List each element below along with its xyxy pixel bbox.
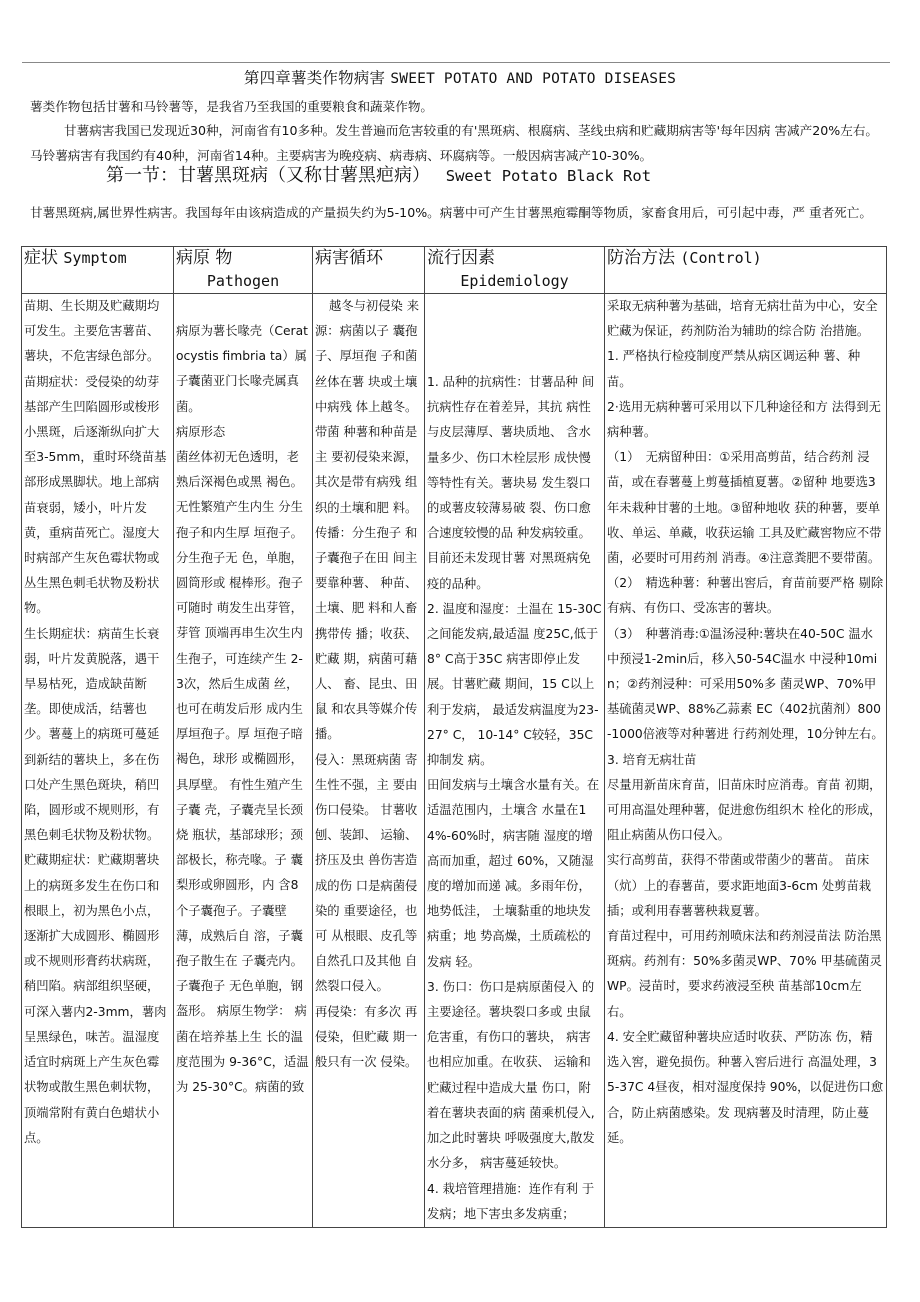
chapter-title (0, 66, 920, 88)
symptom-para: 苗期症状：受侵染的幼芽基部产生凹陷圆形或梭形小黑斑，后逐渐纵向扩大至3-5mm，重时环绕苗基部形成黑脚状。地上部病苗衰弱，矮小，叶片发黄，重病苗死亡。湿度大时病部产生灰色霉状物或丛生黑色刺毛状物及粉状物。 (24, 374, 167, 616)
symptom-para: 贮藏期症状：贮藏期薯块上的病斑多发生在伤口和根眼上，初为黑色小点，逐渐扩大成圆形、椭圆形或不规则形膏药状病斑，稍凹陷。病部组织坚硬，可深入薯内2-3mm，薯肉呈黑绿色，味苦。温湿度适宜时病斑上产生灰色霉状物或散生黑色刺状物，顶端常附有黄白色蜡状小点。 (24, 853, 167, 1145)
header-cycle-cn: 病害循环 (315, 248, 383, 268)
cycle-para: 传播：分生孢子 和子囊孢子在田 间主要靠种薯、 种苗、土壤、肥 料和人畜携带传 播；收获、贮藏 期，病菌可藉人、 畜、昆虫、田鼠 和农具等媒介传 播。 (315, 525, 418, 742)
control-para: 育苗过程中，可用药剂喷床法和药剂浸苗法 防治黑斑病。药剂有：50%多菌灵WP、70% 甲基硫菌灵WP。浸苗时，要求药液浸至秧 苗基部10cm左右。 (607, 929, 882, 1019)
header-pathogen-cn: 病原 物 (176, 248, 233, 268)
epi-para: 田间发病与土壤含水量有关。在适温范围内，土壤含 水量在14%-60%时，病害随 湿度的增高而加重，超过 60%，又随湿度的增加而递 减。多雨年份，地势低洼， 土壤黏重的地块发病重；地 势高燥，土质疏松的发病 轻。 (427, 778, 600, 969)
control-para: 4. 安全贮藏留种薯块应适时收获、严防冻 伤，精选入窖，避免损伤。种薯入窖后进行 高温处理，35-37C 4昼夜，相对湿度保持 90%，以促进伤口愈合，防止病菌感染。发 现病薯及时清理，防止蔓延。 (607, 1029, 884, 1145)
control-para: 3. 培育无病壮苗 (607, 752, 697, 767)
header-control (605, 247, 887, 294)
pathogen-para: 病原为薯长喙壳（Ceratocystis fimbria ta）属子囊菌亚门长喙壳属真菌。 (176, 324, 308, 414)
header-control-en: (Control) (680, 249, 762, 267)
spacer (427, 294, 602, 370)
symptom-para: 苗期、生长期及贮藏期均可发生。主要危害薯苗、薯块，不危害绿色部分。 (24, 299, 160, 364)
header-pathogen (174, 247, 313, 294)
epi-para: 4. 栽培管理措施：连作有利 于发病；地下害虫多发病重； (427, 1181, 595, 1221)
chapter-title-cn: 第四章薯类作物病害 (243, 69, 386, 87)
spacer (176, 294, 310, 319)
cycle-para: 再侵染：有多次 再侵染，但贮藏 期一般只有一次 侵染。 (315, 1004, 418, 1070)
control-para: 2·选用无病种薯可采用以下几种途径和方 法得到无病种薯。 (607, 399, 881, 440)
section-title-cn: 第一节：甘薯黑斑病（又称甘薯黑疤病） (106, 165, 430, 186)
pathogen-para: 无性繁殖产生内生 分生孢子和内生厚 垣孢子。分生孢子无 色，单胞，圆筒形或 棍棒形。孢子可随时 萌发生出芽管，芽管 顶端再串生次生内 生孢子，可连续产生 2-3次，然后生成菌 丝，也可在萌发后形 成内生厚垣孢子。厚 垣孢子暗褐色，球形 或椭圆形，具厚壁。 有性生殖产生子囊 壳，子囊壳呈长颈烧 瓶状，基部球形；颈 部极长，称壳喙。子 囊梨形或卵圆形，内 含8个子囊孢子。子囊壁薄，成熟后自 溶，子囊孢子散生在 子囊壳内。子囊孢子 无色单胞，钢盔形。 病原生物学： 病菌在培养基上生 长的温度范围为 9-36°C，适温为 25-30°C。病菌的致 (176, 500, 309, 1095)
pathogen-para: 病原形态 (176, 424, 226, 439)
epi-para: 2. 温度和湿度：土温在 15-30C之间能发病,最适温 度25C,低于8° C高于35C 病害即停止发展。甘薯贮藏 期间，15 C以上利于发病， 最适发病温度为23-27° C， 10-14° C较轻，35C抑制发 病。 (427, 601, 602, 768)
cycle-cell (313, 294, 425, 1228)
epidemiology-cell (425, 294, 605, 1228)
header-epi-en: Epidemiology (460, 272, 569, 290)
intro-paragraph-1: 薯类作物包括甘薯和马铃薯等，是我省乃至我国的重要粮食和蔬菜作物。 (30, 99, 433, 114)
header-pathogen-en: Pathogen (206, 272, 280, 290)
table-row (22, 294, 887, 1228)
pathogen-cell (174, 294, 313, 1228)
table-header-row (22, 247, 887, 294)
header-epidemiology (425, 247, 605, 294)
header-epi-cn: 流行因素 (427, 248, 495, 268)
control-para: 采取无病种薯为基础，培育无病壮苗为中心，安全贮藏为保证，药剂防治为辅助的综合防 治措施。 (607, 299, 878, 339)
control-para: （3） 种薯消毒:①温汤浸种:薯块在40-50C 温水中预浸1-2min后，移入50-54C温水 中浸种10min；②药剂浸种：可采用50%多 菌灵WP、70%甲基硫菌灵WP、88%乙蒜素 EC（402抗菌剂）800-1000倍液等对种薯进 行药剂处理，10分钟左右。 (607, 626, 884, 742)
cycle-para: 侵入：黑斑病菌 寄生性不强，主 要由伤口侵染。 甘薯收刨、装卸、 运输、挤压及虫 兽伤害造成的伤 口是病菌侵染的 重要途径，也可 从根眼、皮孔等 自然孔口及其他 自然裂口侵入。 (315, 752, 418, 994)
header-symptom-cn: 症状 (24, 248, 58, 268)
chapter-title-en: SWEET POTATO AND POTATO DISEASES (390, 71, 677, 87)
control-para: 实行高剪苗，获得不带菌或带菌少的薯苗。 苗床（炕）上的春薯苗，要求距地面3-6cm 处剪苗栽插；或利用春薯薯秧栽夏薯。 (607, 853, 872, 918)
section-intro: 甘薯黑斑病,属世界性病害。我国每年由该病造成的产量损失约为5-10%。病薯中可产生甘薯黑疱霉酮等物质，家畜食用后，可引起中毒，严 重者死亡。 (30, 205, 872, 220)
header-symptom-en: Symptom (63, 249, 127, 267)
intro-paragraph-2: 甘薯病害我国已发现近30种，河南省有10多种。发生普遍而危害较重的有'黑斑病、根腐病、茎线虫病和贮藏期病害等'每年因病 害减产20%左右。马铃薯病害有我国约有40种，河南省14种。主要病害为晚疫病、病毒病、环腐病等。一般因病害减产10-30%。 (30, 123, 879, 163)
pathogen-para: 菌丝体初无色透明，老熟后深褐色或黑 褐色。 (176, 450, 303, 490)
cycle-para: 越冬与初侵染 来源：病菌以子 囊孢子、厚垣孢 子和菌丝体在薯 块或土壤中病残 体上越冬。带菌 种薯和种苗是主 要初侵染来源， 其次是带有病残 组织的土壤和肥 料。 (315, 299, 419, 515)
symptom-para: 生长期症状：病苗生长衰弱，叶片发黄脱落，遇干旱易枯死，造成缺苗断垄。即使成活，结薯也少。薯蔓上的病斑可蔓延到新结的薯块上，多在伤口处产生黑色斑块，稍凹陷，圆形或不规则形，有黑色刺毛状物及粉状物。 (24, 626, 160, 843)
header-cycle (313, 247, 425, 294)
epi-para: 3. 伤口：伤口是病原菌侵入 的主要途径。薯块裂口多或 虫鼠危害重，有伤口的薯块， 病害也相应加重。在收获、 运输和贮藏过程中造成大量 伤口，附着在薯块表面的病 菌乘机侵入,加之此时薯块 呼吸强度大,散发水分多， 病害蔓延较快。 (427, 979, 595, 1171)
top-rule (22, 62, 890, 63)
control-para: 1. 严格执行检疫制度严禁从病区调运种 薯、种苗。 (607, 349, 861, 389)
epi-para: 1. 品种的抗病性：甘薯品种 间抗病性存在着差异，其抗 病性与皮层薄厚、薯块质地、 含水量多少、伤口木栓层形 成快慢等特性有关。薯块易 发生裂口的或薯皮较薄易破 裂、伤口愈合速度较慢的品 种发病较重。目前还未发现甘薯 对黑斑病免疫的品种。 (427, 375, 595, 591)
section-title-en: Sweet Potato Black Rot (445, 167, 652, 185)
header-symptom (22, 247, 174, 294)
control-para: （1） 无病留种田：①采用高剪苗，结合药剂 浸苗，或在春薯蔓上剪蔓插植夏薯。②留种 地要选3年未栽种甘薯的土地。③留种地收 获的种薯，要单收、单运、单藏，收获运输 工具及贮藏窖物应不带菌，必要时可用药剂 消毒。④注意粪肥不要带菌。 (607, 450, 882, 566)
control-para: （2） 精选种薯：种薯出窖后，育苗前要严格 剔除有病、有伤口、受冻害的薯块。 (607, 576, 884, 616)
control-cell (605, 294, 887, 1228)
disease-table (21, 246, 887, 1228)
symptom-cell (22, 294, 174, 1228)
section-title (106, 161, 651, 187)
header-control-cn: 防治方法 (607, 248, 675, 268)
control-para: 尽量用新苗床育苗，旧苗床时应消毒。育苗 初期，可用高温处理种薯，促进愈伤组织木 栓化的形成，阻止病菌从伤口侵入。 (607, 777, 882, 843)
